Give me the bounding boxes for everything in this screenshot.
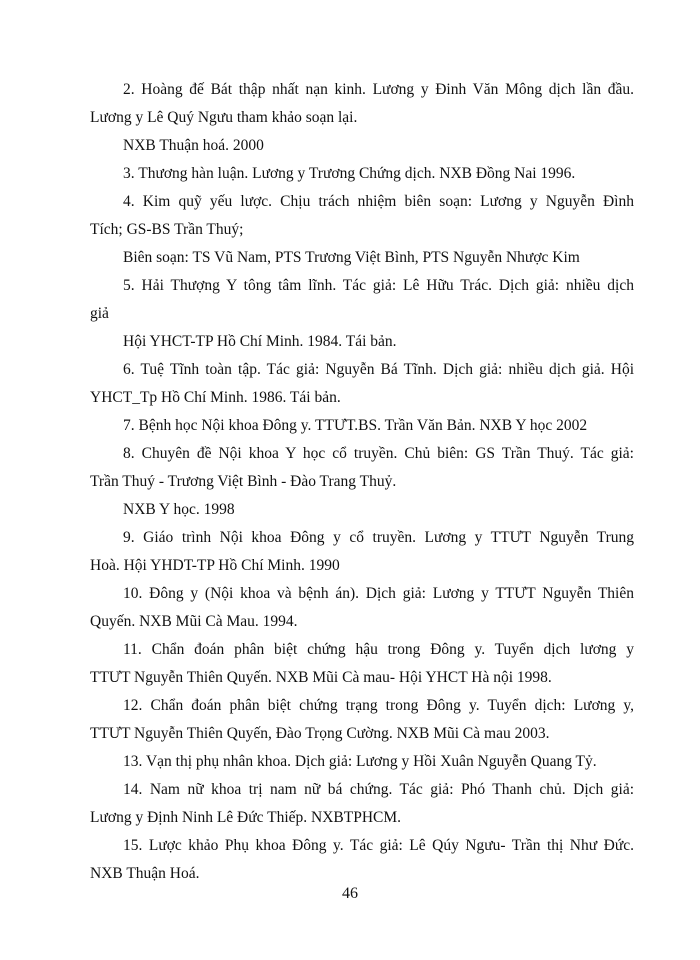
reference-publisher-line: Hội YHCT-TP Hồ Chí Minh. 1984. Tái bản. — [123, 333, 397, 350]
reference-entry: 9. Giáo trình Nội khoa Đông y cổ truyền. Lương y TTƯT Nguyễn Trung — [123, 529, 634, 546]
reference-entry-continuation: TTƯT Nguyễn Thiên Quyến. NXB Mũi Cà mau- Hội YHCT Hà nội 1998. — [90, 669, 552, 686]
reference-entry-continuation: giả — [90, 305, 109, 322]
reference-publisher-line: NXB Y học. 1998 — [123, 501, 235, 518]
reference-entry: 3. Thương hàn luận. Lương y Trương Chứng dịch. NXB Đồng Nai 1996. — [123, 165, 576, 182]
reference-entry: 4. Kim quỹ yếu lược. Chịu trách nhiệm biên soạn: Lương y Nguyễn Đình — [123, 193, 634, 210]
reference-entry: 13. Vạn thị phụ nhân khoa. Dịch giả: Lương y Hồi Xuân Nguyễn Quang Tỷ. — [123, 753, 597, 770]
reference-entry: 12. Chẩn đoán phân biệt chứng trạng trong Đông y. Tuyển dịch: Lương y, — [123, 697, 634, 714]
reference-entry-continuation: TTƯT Nguyễn Thiên Quyến, Đào Trọng Cường. NXB Mũi Cà mau 2003. — [90, 725, 550, 742]
reference-entry-continuation: YHCT_Tp Hồ Chí Minh. 1986. Tái bản. — [90, 389, 341, 406]
reference-entry: 7. Bệnh học Nội khoa Đông y. TTƯT.BS. Trần Văn Bản. NXB Y học 2002 — [123, 417, 588, 434]
reference-entry-continuation: Hoà. Hội YHDT-TP Hồ Chí Minh. 1990 — [90, 557, 340, 574]
reference-publisher-line: Biên soạn: TS Vũ Nam, PTS Trương Việt Bình, PTS Nguyễn Nhược Kim — [123, 249, 580, 266]
reference-entry-continuation: Tích; GS-BS Trần Thuý; — [90, 221, 244, 238]
reference-entry: 8. Chuyên đề Nội khoa Y học cổ truyền. Chủ biên: GS Trần Thuý. Tác giả: — [123, 445, 634, 462]
reference-list — [90, 76, 634, 888]
reference-entry-continuation: Lương y Định Ninh Lê Đức Thiếp. NXBTPHCM. — [90, 809, 402, 826]
reference-entry: 5. Hải Thượng Y tông tâm lĩnh. Tác giả: Lê Hữu Trác. Dịch giả: nhiều dịch — [123, 277, 634, 294]
reference-publisher-line: NXB Thuận hoá. 2000 — [123, 137, 264, 154]
reference-entry: 6. Tuệ Tĩnh toàn tập. Tác giả: Nguyễn Bá Tĩnh. Dịch giả: nhiều dịch giả. Hội — [123, 361, 634, 378]
reference-entry-continuation: Trần Thuý - Trương Việt Bình - Đào Trang Thuỷ. — [90, 473, 397, 490]
reference-entry: 15. Lược khảo Phụ khoa Đông y. Tác giả: Lê Qúy Ngưu- Trần thị Như Đức. — [123, 837, 634, 854]
page-number: 46 — [342, 885, 358, 902]
reference-entry: 14. Nam nữ khoa trị nam nữ bá chứng. Tác giả: Phó Thanh chủ. Dịch giả: — [123, 781, 634, 798]
reference-entry-continuation: NXB Thuận Hoá. — [90, 865, 200, 882]
reference-entry-continuation: Quyến. NXB Mũi Cà Mau. 1994. — [90, 613, 298, 630]
reference-entry: 10. Đông y (Nội khoa và bệnh án). Dịch giả: Lương y TTƯT Nguyễn Thiên — [123, 585, 634, 602]
reference-entry-continuation: Lương y Lê Quý Ngưu tham khảo soạn lại. — [90, 109, 358, 126]
reference-entry: 11. Chẩn đoán phân biệt chứng hậu trong Đông y. Tuyển dịch lương y — [123, 641, 634, 658]
reference-entry: 2. Hoàng đế Bát thập nhất nạn kinh. Lương y Đinh Văn Mông dịch lần đầu. — [123, 81, 634, 98]
